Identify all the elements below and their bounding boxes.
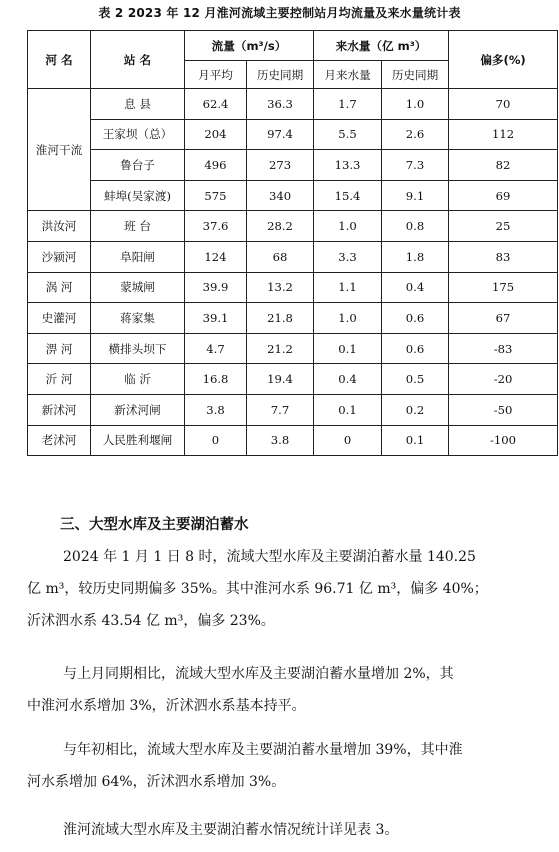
inflow-monthly-cell: 5.5	[314, 119, 382, 150]
inflow-monthly-cell: 0.1	[314, 394, 382, 425]
paragraph-monthly-comparison	[27, 658, 557, 722]
deviation-cell: 25	[449, 211, 558, 242]
table-row	[28, 333, 558, 364]
inflow-monthly-cell: 0	[314, 425, 382, 456]
inflow-historical-cell: 1.8	[382, 241, 449, 272]
deviation-cell: 82	[449, 150, 558, 181]
station-cell: 新沭河闸	[91, 394, 185, 425]
station-cell: 王家坝（总）	[91, 119, 185, 150]
table-row	[28, 150, 558, 181]
station-cell: 横排头坝下	[91, 333, 185, 364]
inflow-historical-cell: 0.4	[382, 272, 449, 303]
paragraph-yearly-comparison	[27, 734, 557, 798]
paragraph-table-reference	[27, 814, 557, 846]
table-row	[28, 303, 558, 334]
deviation-cell: -100	[449, 425, 558, 456]
header-flow-historical: 历史同期	[247, 61, 314, 89]
inflow-historical-cell: 0.5	[382, 364, 449, 395]
deviation-cell: 83	[449, 241, 558, 272]
station-cell: 鲁台子	[91, 150, 185, 181]
flow-historical-cell: 21.8	[247, 303, 314, 334]
station-cell: 息 县	[91, 89, 185, 120]
header-flow-monthly: 月平均	[185, 61, 247, 89]
flow-monthly-cell: 575	[185, 180, 247, 211]
header-deviation: 偏多(%)	[449, 31, 558, 89]
inflow-historical-cell: 0.6	[382, 333, 449, 364]
paragraph-storage-total	[27, 541, 557, 637]
flow-historical-cell: 3.8	[247, 425, 314, 456]
river-cell: 新沭河	[28, 394, 91, 425]
header-river: 河 名	[28, 31, 91, 89]
deviation-cell: -50	[449, 394, 558, 425]
flow-monthly-cell: 39.1	[185, 303, 247, 334]
inflow-historical-cell: 7.3	[382, 150, 449, 181]
station-cell: 人民胜利堰闸	[91, 425, 185, 456]
section-heading: 三、大型水库及主要湖泊蓄水	[60, 517, 249, 533]
flow-statistics-table	[27, 30, 558, 456]
deviation-cell: 67	[449, 303, 558, 334]
header-inflow-monthly: 月来水量	[314, 61, 382, 89]
paragraph-line: 沂沭泗水系 43.54 亿 m³，偏多 23%。	[27, 613, 275, 629]
flow-historical-cell: 68	[247, 241, 314, 272]
header-inflow-historical: 历史同期	[382, 61, 449, 89]
inflow-historical-cell: 0.2	[382, 394, 449, 425]
table-row	[28, 272, 558, 303]
paragraph-line: 与上月同期相比，流域大型水库及主要湖泊蓄水量增加 2%，其	[63, 666, 454, 682]
table-row	[28, 241, 558, 272]
flow-historical-cell: 36.3	[247, 89, 314, 120]
table-header-row	[28, 31, 558, 61]
inflow-historical-cell: 2.6	[382, 119, 449, 150]
inflow-monthly-cell: 15.4	[314, 180, 382, 211]
flow-monthly-cell: 4.7	[185, 333, 247, 364]
inflow-monthly-cell: 13.3	[314, 150, 382, 181]
paragraph-line: 与年初相比，流域大型水库及主要湖泊蓄水量增加 39%，其中淮	[63, 742, 463, 758]
flow-monthly-cell: 0	[185, 425, 247, 456]
river-cell: 沙颍河	[28, 241, 91, 272]
river-cell: 沂 河	[28, 364, 91, 395]
river-cell: 洪汝河	[28, 211, 91, 242]
flow-monthly-cell: 62.4	[185, 89, 247, 120]
flow-monthly-cell: 496	[185, 150, 247, 181]
table-caption: 表 2 2023 年 12 月淮河流域主要控制站月均流量及来水量统计表	[98, 6, 461, 20]
header-station: 站 名	[91, 31, 185, 89]
flow-monthly-cell: 124	[185, 241, 247, 272]
inflow-monthly-cell: 1.0	[314, 303, 382, 334]
flow-historical-cell: 19.4	[247, 364, 314, 395]
header-inflow: 来水量（亿 m³）	[314, 31, 449, 61]
station-cell: 蒙城闸	[91, 272, 185, 303]
station-cell: 蒋家集	[91, 303, 185, 334]
table-row	[28, 119, 558, 150]
inflow-monthly-cell: 0.1	[314, 333, 382, 364]
inflow-historical-cell: 9.1	[382, 180, 449, 211]
inflow-historical-cell: 0.6	[382, 303, 449, 334]
flow-monthly-cell: 204	[185, 119, 247, 150]
header-flow: 流量（m³/s）	[185, 31, 314, 61]
deviation-cell: 112	[449, 119, 558, 150]
flow-historical-cell: 7.7	[247, 394, 314, 425]
table-row	[28, 394, 558, 425]
table-row	[28, 364, 558, 395]
flow-historical-cell: 340	[247, 180, 314, 211]
station-cell: 蚌埠(吴家渡)	[91, 180, 185, 211]
inflow-monthly-cell: 1.0	[314, 211, 382, 242]
inflow-monthly-cell: 3.3	[314, 241, 382, 272]
paragraph-line: 2024 年 1 月 1 日 8 时，流域大型水库及主要湖泊蓄水量 140.25	[63, 549, 476, 565]
inflow-historical-cell: 0.8	[382, 211, 449, 242]
paragraph-line: 中淮河水系增加 3%，沂沭泗水系基本持平。	[27, 698, 306, 714]
deviation-cell: 70	[449, 89, 558, 120]
deviation-cell: 69	[449, 180, 558, 211]
flow-historical-cell: 21.2	[247, 333, 314, 364]
inflow-monthly-cell: 1.7	[314, 89, 382, 120]
table-row	[28, 89, 558, 120]
paragraph-line: 亿 m³，较历史同期偏多 35%。其中淮河水系 96.71 亿 m³，偏多 40%；	[27, 581, 488, 597]
table-row	[28, 180, 558, 211]
flow-monthly-cell: 3.8	[185, 394, 247, 425]
station-cell: 班 台	[91, 211, 185, 242]
river-cell: 涡 河	[28, 272, 91, 303]
station-cell: 阜阳闸	[91, 241, 185, 272]
flow-historical-cell: 273	[247, 150, 314, 181]
river-cell: 淠 河	[28, 333, 91, 364]
table-row	[28, 211, 558, 242]
station-cell: 临 沂	[91, 364, 185, 395]
paragraph-line: 河水系增加 64%，沂沭泗水系增加 3%。	[27, 774, 286, 790]
flow-monthly-cell: 37.6	[185, 211, 247, 242]
deviation-cell: 175	[449, 272, 558, 303]
inflow-monthly-cell: 1.1	[314, 272, 382, 303]
inflow-monthly-cell: 0.4	[314, 364, 382, 395]
deviation-cell: -83	[449, 333, 558, 364]
flow-monthly-cell: 16.8	[185, 364, 247, 395]
flow-historical-cell: 28.2	[247, 211, 314, 242]
deviation-cell: -20	[449, 364, 558, 395]
flow-historical-cell: 13.2	[247, 272, 314, 303]
inflow-historical-cell: 0.1	[382, 425, 449, 456]
flow-monthly-cell: 39.9	[185, 272, 247, 303]
paragraph-line: 淮河流域大型水库及主要湖泊蓄水情况统计详见表 3。	[63, 822, 399, 838]
river-cell: 老沭河	[28, 425, 91, 456]
inflow-historical-cell: 1.0	[382, 89, 449, 120]
river-cell: 史灌河	[28, 303, 91, 334]
flow-historical-cell: 97.4	[247, 119, 314, 150]
table-row	[28, 425, 558, 456]
river-group-cell: 淮河干流	[28, 89, 91, 211]
